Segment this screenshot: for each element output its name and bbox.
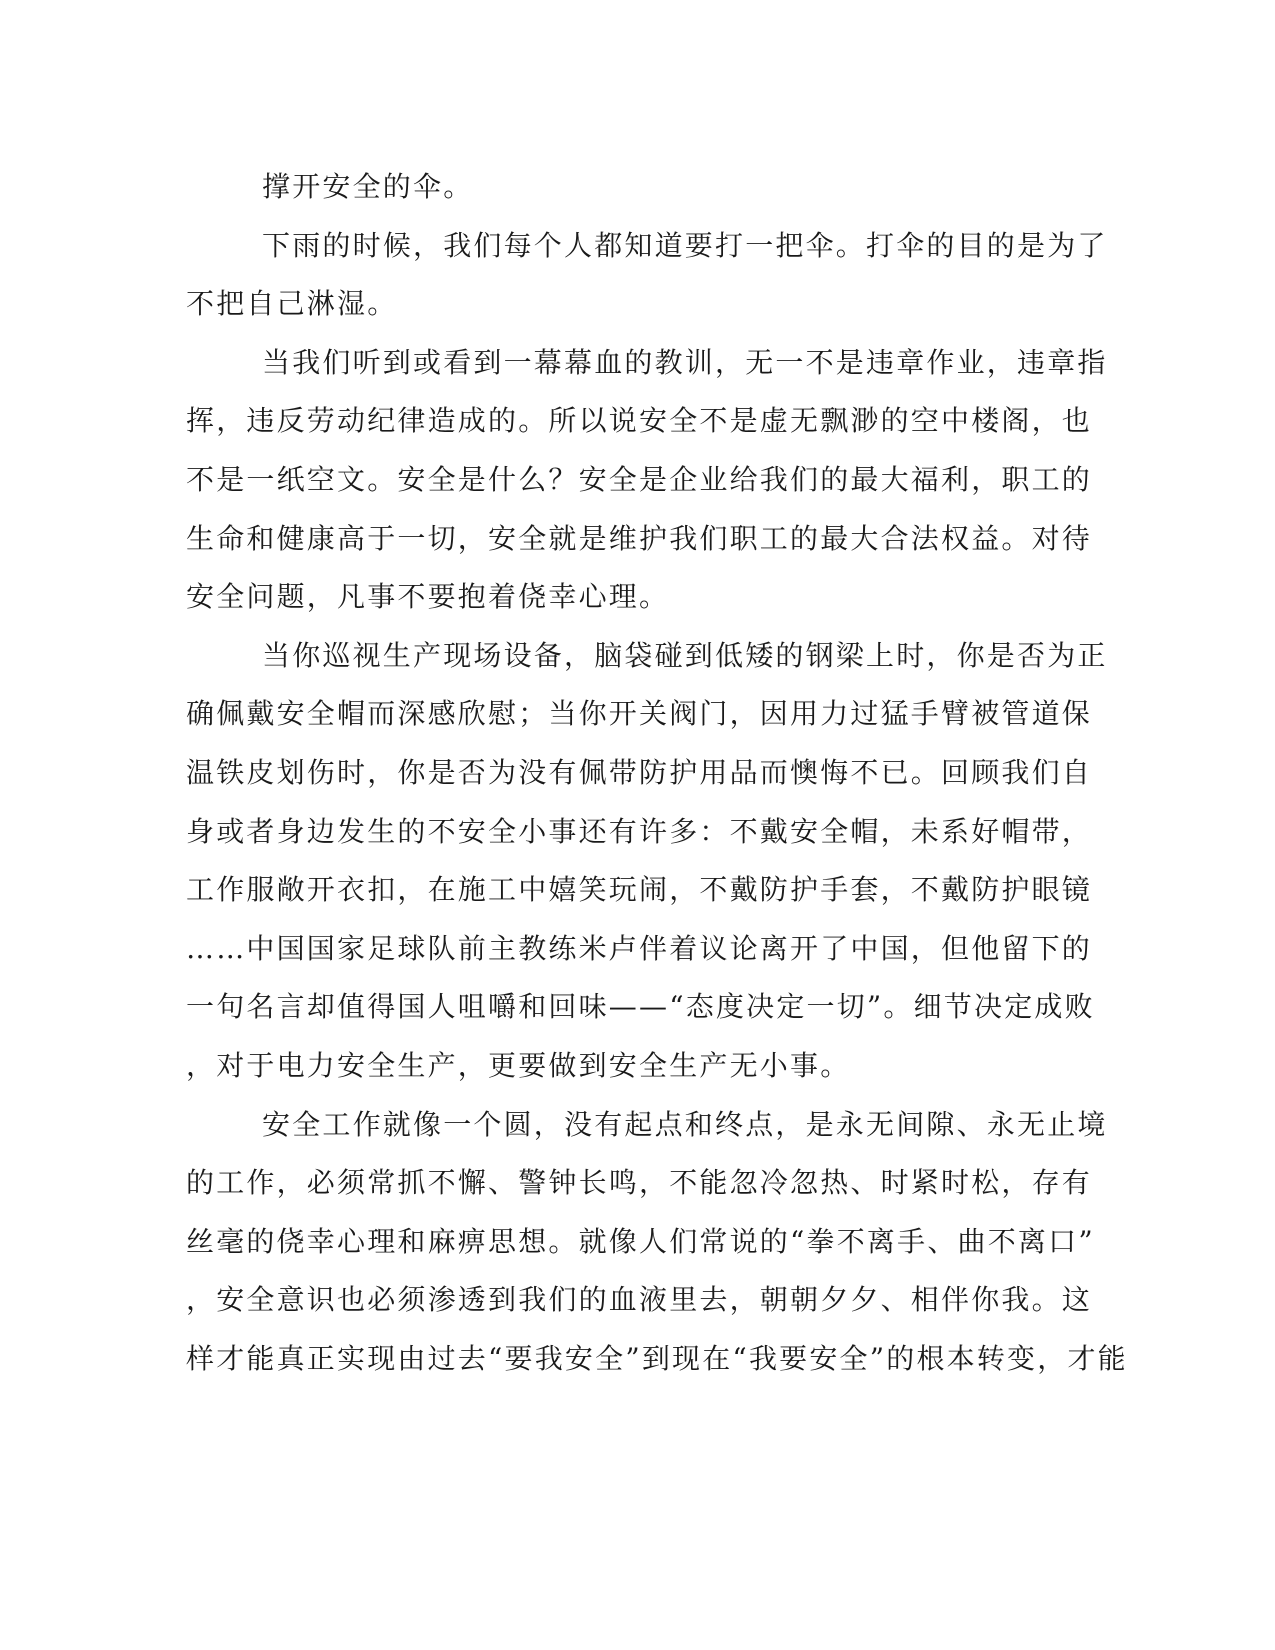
text-line: ，对于电力安全生产，更要做到安全生产无小事。 bbox=[186, 1048, 851, 1082]
text-line: 确佩戴安全帽而深感欣慰；当你开关阀门，因用力过猛手臂被管道保 bbox=[186, 697, 1093, 731]
text-line: 身或者身边发生的不安全小事还有许多：不戴安全帽，未系好帽带， bbox=[186, 814, 1093, 848]
text-line: ……中国国家足球队前主教练米卢伴着议论离开了中国，但他留下的 bbox=[186, 931, 1093, 965]
text-line: 不把自己淋湿。 bbox=[186, 287, 398, 321]
text-line: 样才能真正实现由过去“要我安全”到现在“我要安全”的根本转变，才能 bbox=[186, 1341, 1128, 1375]
text-line: 安全问题，凡事不要抱着侥幸心理。 bbox=[186, 580, 670, 614]
text-line: 生命和健康高于一切，安全就是维护我们职工的最大合法权益。对待 bbox=[186, 521, 1093, 555]
text-line: 安全工作就像一个圆，没有起点和终点，是永无间隙、永无止境 bbox=[262, 1107, 1108, 1141]
text-line: 当你巡视生产现场设备，脑袋碰到低矮的钢梁上时，你是否为正 bbox=[262, 638, 1108, 672]
text-line: 当我们听到或看到一幕幕血的教训，无一不是违章作业，违章指 bbox=[262, 345, 1108, 379]
text-line: 不是一纸空文。安全是什么？安全是企业给我们的最大福利，职工的 bbox=[186, 462, 1093, 496]
text-line: 工作服敞开衣扣，在施工中嬉笑玩闹，不戴防护手套，不戴防护眼镜 bbox=[186, 873, 1093, 907]
text-line: 温铁皮划伤时，你是否为没有佩带防护用品而懊悔不已。回顾我们自 bbox=[186, 755, 1093, 789]
body-text bbox=[186, 158, 1128, 1388]
text-line: ，安全意识也必须渗透到我们的血液里去，朝朝夕夕、相伴你我。这 bbox=[186, 1283, 1093, 1317]
text-line: 一句名言却值得国人咀嚼和回味——“态度决定一切”。细节决定成败 bbox=[186, 990, 1095, 1024]
text-line: 下雨的时候，我们每个人都知道要打一把伞。打伞的目的是为了 bbox=[262, 228, 1108, 262]
text-line: 撑开安全的伞。 bbox=[262, 170, 474, 203]
text-line: 挥，违反劳动纪律造成的。所以说安全不是虚无飘渺的空中楼阁，也 bbox=[186, 404, 1093, 438]
text-line: 丝毫的侥幸心理和麻痹思想。就像人们常说的“拳不离手、曲不离口” bbox=[186, 1224, 1095, 1258]
text-line: 的工作，必须常抓不懈、警钟长鸣，不能忽冷忽热、时紧时松，存有 bbox=[186, 1166, 1093, 1200]
